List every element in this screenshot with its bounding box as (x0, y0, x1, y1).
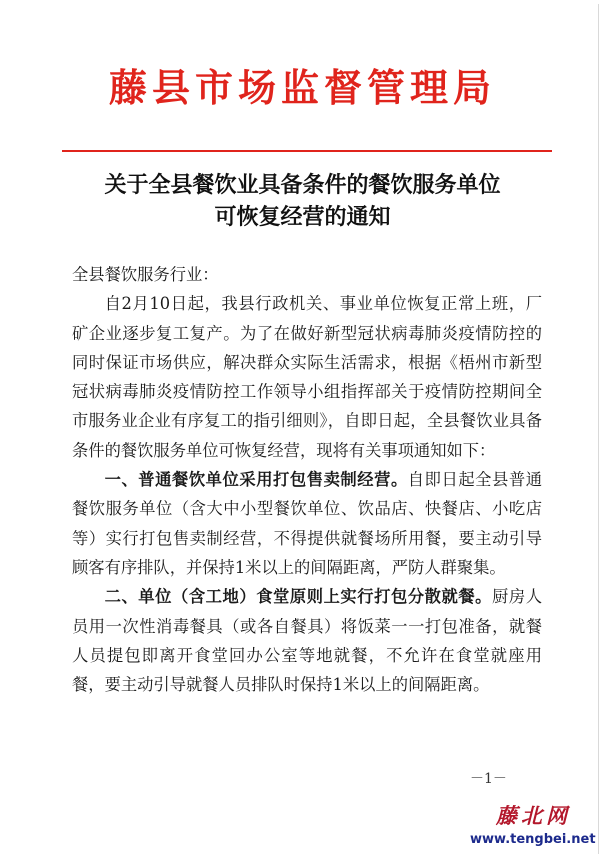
paragraph-intro: 自2月10日起，我县行政机关、事业单位恢复正常上班，厂矿企业逐步复工复产。为了在做好新型冠状病毒肺炎疫情防控的同时保证市场供应，解决群众实际生活需求，根据《梧州市新型冠状病毒肺炎疫情防控工作领导小组指挥部关于疫情防控期间全市服务业企业有序复工的指引细则》，自即日起，全县餐饮业具备条件的餐饮服务单位可恢复经营，现将有关事项通知如下： (72, 294, 542, 460)
red-divider-line (62, 150, 552, 152)
item-2-body: 厨房人员用一次性消毒餐具（或各自餐具）将饭菜一一打包准备，就餐人员提包即离开食堂回办公室等地就餐，不允许在食堂就座用餐，要主动引导就餐人员排队时保持1米以上的间隔距离。 (72, 587, 542, 695)
document-title-line-2: 可恢复经营的通知 (214, 204, 391, 230)
watermark-logo: 藤北网 (496, 803, 571, 828)
paragraph-item-1 (72, 465, 542, 582)
agency-header-title: 藤县市场监督管理局 (108, 65, 496, 110)
salutation: 全县餐饮服务行业： (72, 265, 219, 284)
item-1-body: 自即日起全县普通餐饮服务单位（含大中小型餐饮单位、饮品店、快餐店、小吃店等）实行打包售卖制经营，不得提供就餐场所用餐，要主动引导顾客有序排队，并保持1米以上的间隔距离，严防人群聚集。 (72, 470, 542, 577)
paragraph-item-2 (72, 582, 542, 699)
watermark-url: www.tengbei.net (470, 832, 596, 847)
item-1-heading: 一、普通餐饮单位采用打包售卖制经营。 (104, 470, 408, 490)
page-number: －1－ (470, 771, 507, 787)
document-body (72, 260, 542, 699)
item-2-heading: 二、单位（含工地）食堂原则上实行打包分散就餐。 (104, 587, 493, 607)
document-title-line-1: 关于全县餐饮业具备条件的餐饮服务单位 (104, 172, 501, 198)
